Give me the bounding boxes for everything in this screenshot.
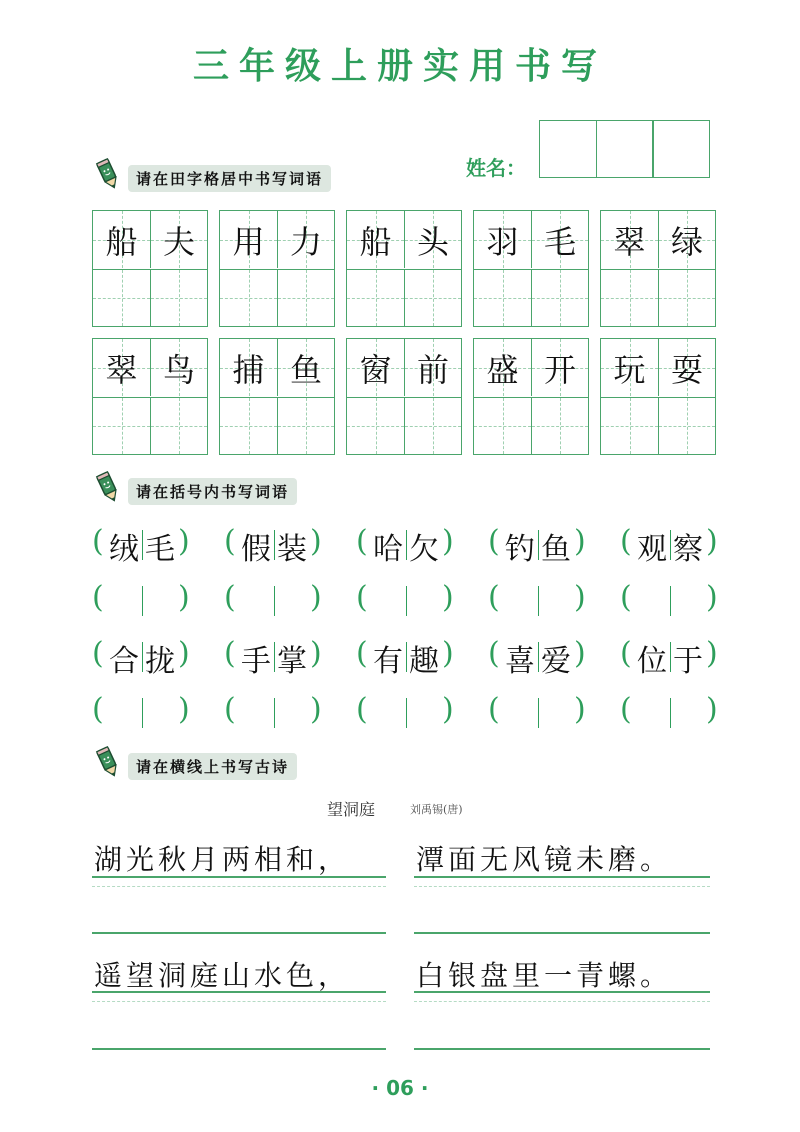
bracket-divider [538,642,539,672]
tianzige-cell-blank[interactable] [277,397,334,454]
bracket-char: 于 [673,644,703,679]
bracket-divider [538,586,539,616]
bracket-divider [142,586,143,616]
pencil-icon [90,156,126,192]
tianzige-cell-filled [404,339,461,396]
bracket-char: 位 [637,644,667,679]
bracket-word [92,524,224,567]
poem-author: 刘禹锡(唐) [410,803,463,816]
bracket-divider [142,698,143,728]
tianzige-pair [600,210,716,327]
tianzige-cell-filled [277,211,334,268]
bracket-divider [142,642,143,672]
bracket-divider [274,530,275,560]
tianzige-cell-blank[interactable] [93,269,150,326]
bracket-char: 掌 [277,644,307,679]
pencil-icon [90,469,126,505]
bracket-blank-row[interactable] [92,580,752,620]
left-paren: ( [92,636,104,671]
guide-line [92,886,386,887]
tianzige-cell-blank[interactable] [474,397,531,454]
bracket-word-row [92,636,752,679]
poem-line: 遥望洞庭山水色， [94,959,351,992]
tianzige-cell-filled [474,339,531,396]
tianzige-cell-blank[interactable] [404,269,461,326]
right-paren: ) [706,636,718,671]
tianzige-cell-blank[interactable] [658,397,715,454]
tianzige-cell-filled [404,211,461,268]
left-paren: ( [620,524,632,559]
tianzige-cell-blank[interactable] [347,269,404,326]
tianzige-row [92,210,716,327]
bracket-word [224,636,356,679]
tianzige-pair [346,338,462,455]
right-paren: ) [574,692,586,727]
tianzige-cell-filled [347,211,404,268]
left-paren: ( [356,636,368,671]
bracket-char: 喜 [505,644,535,679]
bracket-char: 欠 [409,532,439,567]
tianzige-cell-blank[interactable] [404,397,461,454]
bracket-char: 拢 [145,644,175,679]
tianzige-char: 前 [416,350,449,389]
bracket-divider [670,642,671,672]
left-paren: ( [620,692,632,727]
bracket-blank[interactable] [488,580,620,620]
tianzige-cell-filled [658,211,715,268]
tianzige-cell-filled [531,211,588,268]
bracket-char: 钓 [505,532,535,567]
bracket-blank[interactable] [224,580,356,620]
bracket-word [356,524,488,567]
tianzige-char: 力 [289,222,322,261]
tianzige-cell-blank[interactable] [474,269,531,326]
tianzige-pair [92,338,208,455]
bracket-blank[interactable] [224,692,356,732]
right-paren: ) [706,580,718,615]
tianzige-cell-filled [220,211,277,268]
tianzige-char: 窗 [359,350,392,389]
writing-line [414,991,710,993]
right-paren: ) [310,636,322,671]
tianzige-char: 鱼 [289,350,322,389]
left-paren: ( [92,692,104,727]
tianzige-cell-blank[interactable] [277,269,334,326]
bracket-divider [670,530,671,560]
left-paren: ( [488,692,500,727]
right-paren: ) [442,524,454,559]
tianzige-cell-filled [601,339,658,396]
left-paren: ( [488,580,500,615]
writing-line [92,991,386,993]
writing-line[interactable] [414,1048,710,1050]
poem-line: 潭面无风镜未磨。 [416,843,673,876]
tianzige-cell-blank[interactable] [347,397,404,454]
tianzige-char: 羽 [486,222,519,261]
bracket-divider [670,586,671,616]
tianzige-char: 盛 [486,350,519,389]
tianzige-char: 玩 [613,350,646,389]
bracket-char: 趣 [409,644,439,679]
writing-line[interactable] [92,932,386,934]
tianzige-cell-filled [150,339,207,396]
tianzige-cell-filled [347,339,404,396]
tianzige-cell-blank[interactable] [220,269,277,326]
tianzige-char: 鸟 [162,350,195,389]
tianzige-char: 船 [359,222,392,261]
bracket-blank[interactable] [356,580,488,620]
tianzige-cell-filled [277,339,334,396]
bracket-blank-row[interactable] [92,692,752,732]
bracket-blank[interactable] [620,692,752,732]
tianzige-pair [473,210,589,327]
bracket-blank[interactable] [488,692,620,732]
right-paren: ) [442,580,454,615]
name-box[interactable] [539,120,597,178]
name-box[interactable] [596,120,654,178]
tianzige-cell-filled [601,211,658,268]
tianzige-pair [92,210,208,327]
tianzige-cell-blank[interactable] [601,397,658,454]
tianzige-cell-blank[interactable] [531,269,588,326]
tianzige-pair [473,338,589,455]
bracket-divider [406,530,407,560]
name-box[interactable] [652,120,710,178]
writing-line [92,876,386,878]
bracket-blank[interactable] [92,692,224,732]
left-paren: ( [356,524,368,559]
left-paren: ( [488,636,500,671]
left-paren: ( [224,524,236,559]
bracket-word [620,636,752,679]
bracket-char: 手 [241,644,271,679]
left-paren: ( [92,524,104,559]
bracket-char: 鱼 [541,532,571,567]
right-paren: ) [442,692,454,727]
bracket-blank[interactable] [620,580,752,620]
bracket-word-row [92,524,752,567]
tianzige-pair [600,338,716,455]
right-paren: ) [310,524,322,559]
right-paren: ) [706,524,718,559]
tianzige-char: 捕 [232,350,265,389]
tianzige-pair [219,210,335,327]
tianzige-cell-blank[interactable] [658,269,715,326]
right-paren: ) [178,524,190,559]
writing-line[interactable] [92,1048,386,1050]
bracket-divider [142,530,143,560]
tianzige-char: 夫 [162,222,195,261]
bracket-char: 假 [241,532,271,567]
tianzige-cell-filled [531,339,588,396]
section-label: 请在田字格居中书写词语 [128,165,331,192]
bracket-word [488,524,620,567]
section-header-poem [90,750,297,780]
left-paren: ( [92,580,104,615]
guide-line [414,1001,710,1002]
bracket-char: 绒 [109,532,139,567]
tianzige-char: 用 [232,222,265,261]
bracket-char: 毛 [145,532,175,567]
left-paren: ( [620,580,632,615]
bracket-divider [670,698,671,728]
page-title: 三年级上册实用书写 [192,46,607,87]
guide-line [414,886,710,887]
bracket-divider [274,698,275,728]
writing-line[interactable] [414,932,710,934]
poem-line: 湖光秋月两相和， [94,843,351,876]
tianzige-char: 头 [416,222,449,261]
left-paren: ( [356,580,368,615]
bracket-divider [274,586,275,616]
right-paren: ) [574,636,586,671]
tianzige-cell-filled [93,211,150,268]
bracket-char: 察 [673,532,703,567]
pencil-icon [90,744,126,780]
bracket-blank[interactable] [92,580,224,620]
section-header-tianzige [90,162,331,192]
bracket-char: 装 [277,532,307,567]
tianzige-cell-blank[interactable] [531,397,588,454]
guide-line [92,1001,386,1002]
bracket-divider [406,642,407,672]
tianzige-cell-filled [474,211,531,268]
tianzige-cell-blank[interactable] [601,269,658,326]
right-paren: ) [310,692,322,727]
right-paren: ) [310,580,322,615]
bracket-char: 爱 [541,644,571,679]
tianzige-cell-blank[interactable] [220,397,277,454]
bracket-word [488,636,620,679]
bracket-divider [538,698,539,728]
tianzige-row [92,338,716,455]
tianzige-cell-filled [150,211,207,268]
right-paren: ) [574,524,586,559]
tianzige-cell-filled [658,339,715,396]
bracket-char: 观 [637,532,667,567]
writing-line [414,876,710,878]
bracket-blank[interactable] [356,692,488,732]
tianzige-cell-blank[interactable] [150,269,207,326]
poem-title: 望洞庭 [327,800,376,819]
right-paren: ) [178,580,190,615]
bracket-divider [538,530,539,560]
right-paren: ) [178,636,190,671]
name-boxes[interactable] [539,120,713,178]
bracket-word [620,524,752,567]
bracket-word [224,524,356,567]
tianzige-char: 翠 [105,350,138,389]
tianzige-cell-filled [220,339,277,396]
tianzige-char: 绿 [670,222,703,261]
section-header-brackets [90,475,297,505]
tianzige-pair [219,338,335,455]
left-paren: ( [356,692,368,727]
tianzige-cell-blank[interactable] [93,397,150,454]
tianzige-char: 毛 [543,222,576,261]
poem-line: 白银盘里一青螺。 [416,959,673,992]
tianzige-char: 开 [543,350,576,389]
bracket-char: 合 [109,644,139,679]
section-label: 请在横线上书写古诗 [128,753,297,780]
left-paren: ( [224,636,236,671]
bracket-char: 有 [373,644,403,679]
page-number: · 06 · [371,1076,429,1100]
bracket-word [356,636,488,679]
tianzige-pair [346,210,462,327]
bracket-divider [406,586,407,616]
bracket-word [92,636,224,679]
tianzige-char: 船 [105,222,138,261]
bracket-char: 哈 [373,532,403,567]
bracket-divider [274,642,275,672]
left-paren: ( [488,524,500,559]
tianzige-cell-filled [93,339,150,396]
right-paren: ) [574,580,586,615]
tianzige-char: 耍 [670,350,703,389]
tianzige-char: 翠 [613,222,646,261]
left-paren: ( [224,692,236,727]
right-paren: ) [178,692,190,727]
bracket-divider [406,698,407,728]
tianzige-cell-blank[interactable] [150,397,207,454]
right-paren: ) [706,692,718,727]
left-paren: ( [224,580,236,615]
right-paren: ) [442,636,454,671]
section-label: 请在括号内书写词语 [128,478,297,505]
name-label: 姓名： [466,156,526,180]
left-paren: ( [620,636,632,671]
